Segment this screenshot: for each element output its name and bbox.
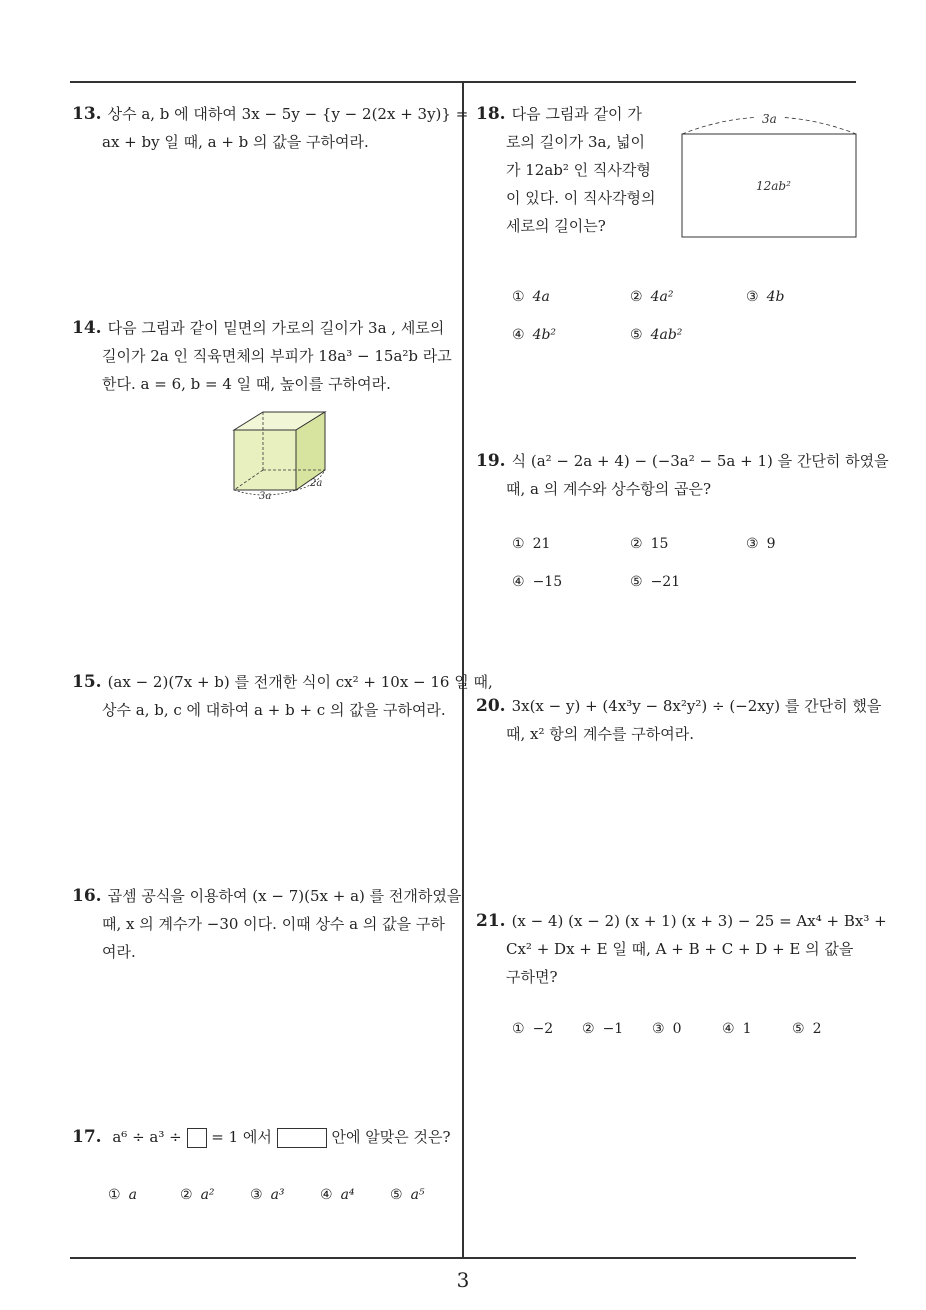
question-text: 때, x² 항의 계수를 구하여라.	[506, 725, 694, 743]
question-text: (ax − 2)(7x + b) 를 전개한 식이 cx² + 10x − 16 일 때,	[107, 673, 493, 691]
bottom-rule	[70, 1257, 856, 1259]
question-text: 로의 길이가 3a, 넓이	[506, 133, 645, 151]
choice-1[interactable]: ① 4a	[512, 289, 550, 305]
choice-5[interactable]: ⑤ a⁵	[390, 1187, 425, 1203]
choice-5[interactable]: ⑤ 4ab²	[630, 327, 683, 343]
rectangle-figure	[676, 104, 862, 242]
question-13	[72, 100, 468, 156]
question-text: 구하면?	[506, 968, 558, 986]
choice-4[interactable]: ④ −15	[512, 574, 563, 590]
question-number: 15.	[72, 672, 102, 692]
choice-3[interactable]: ③ 9	[746, 536, 776, 552]
choice-1[interactable]: ① −2	[512, 1021, 554, 1037]
choice-4[interactable]: ④ a⁴	[320, 1187, 355, 1203]
question-text: 상수 a, b, c 에 대하여 a + b + c 의 값을 구하여라.	[102, 701, 446, 719]
question-text: 여라.	[102, 943, 136, 961]
question-20	[476, 692, 881, 748]
question-number: 18.	[476, 104, 506, 124]
question-17	[72, 1123, 451, 1151]
depth-label: 2a	[310, 478, 323, 489]
choice-1[interactable]: ① a	[108, 1187, 137, 1203]
question-text: (x − 4) (x − 2) (x + 1) (x + 3) − 25 = Ax⁴ + Bx³ +	[511, 912, 887, 930]
question-number: 20.	[476, 696, 506, 716]
question-number: 19.	[476, 451, 506, 471]
question-19	[476, 447, 889, 503]
question-number: 16.	[72, 886, 102, 906]
choice-2[interactable]: ② 15	[630, 536, 669, 552]
choice-2[interactable]: ② 4a²	[630, 289, 674, 305]
choice-5[interactable]: ⑤ 2	[792, 1021, 822, 1037]
question-text: 곱셈 공식을 이용하여 (x − 7)(5x + a) 를 전개하였을	[107, 887, 462, 905]
expr-part: 안에 알맞은 것은?	[331, 1128, 451, 1146]
choice-4[interactable]: ④ 1	[722, 1021, 752, 1037]
question-number: 13.	[72, 104, 102, 124]
page-number: 3	[456, 1268, 470, 1292]
cuboid-figure	[226, 408, 336, 503]
expr-part: a⁶ ÷ a³ ÷	[112, 1128, 182, 1146]
choice-1[interactable]: ① 21	[512, 536, 551, 552]
question-15	[72, 668, 493, 724]
top-length-label: 3a	[762, 112, 777, 126]
question-text: 세로의 길이는?	[506, 217, 606, 235]
question-number: 21.	[476, 911, 506, 931]
choice-5[interactable]: ⑤ −21	[630, 574, 681, 590]
question-text: 때, x 의 계수가 −30 이다. 이때 상수 a 의 값을 구하	[102, 915, 445, 933]
blank-box-large	[277, 1128, 327, 1148]
question-text: 상수 a, b 에 대하여 3x − 5y − {y − 2(2x + 3y)} =	[107, 105, 469, 123]
question-text: 길이가 2a 인 직육면체의 부피가 18a³ − 15a²b 라고	[102, 347, 452, 365]
choice-2[interactable]: ② a²	[180, 1187, 215, 1203]
question-text: 3x(x − y) + (4x³y − 8x²y²) ÷ (−2xy) 를 간단히 했을	[511, 697, 882, 715]
expr-part: = 1 에서	[211, 1128, 272, 1146]
choice-3[interactable]: ③ a³	[250, 1187, 285, 1203]
question-text: 다음 그림과 같이 밑면의 가로의 길이가 3a , 세로의	[107, 319, 445, 337]
area-label: 12ab²	[756, 179, 791, 193]
question-text: 때, a 의 계수와 상수항의 곱은?	[506, 480, 711, 498]
width-label: 3a	[259, 491, 272, 502]
choice-3[interactable]: ③ 0	[652, 1021, 682, 1037]
question-text: 이 있다. 이 직사각형의	[506, 189, 656, 207]
choice-2[interactable]: ② −1	[582, 1021, 624, 1037]
question-text: Cx² + Dx + E 일 때, A + B + C + D + E 의 값을	[506, 940, 854, 958]
question-text: 한다. a = 6, b = 4 일 때, 높이를 구하여라.	[102, 375, 391, 393]
choice-4[interactable]: ④ 4b²	[512, 327, 557, 343]
question-number: 17.	[72, 1127, 102, 1147]
question-text: 식 (a² − 2a + 4) − (−3a² − 5a + 1) 을 간단히 하였을	[511, 452, 889, 470]
question-number: 14.	[72, 318, 102, 338]
choice-3[interactable]: ③ 4b	[746, 289, 785, 305]
question-text: 다음 그림과 같이 가	[511, 105, 642, 123]
blank-box-small	[187, 1128, 207, 1148]
question-14	[72, 314, 452, 398]
question-16	[72, 882, 461, 966]
question-18	[476, 100, 655, 240]
question-21	[476, 907, 887, 991]
question-text: ax + by 일 때, a + b 의 값을 구하여라.	[102, 133, 369, 151]
question-text: 가 12ab² 인 직사각형	[506, 161, 651, 179]
